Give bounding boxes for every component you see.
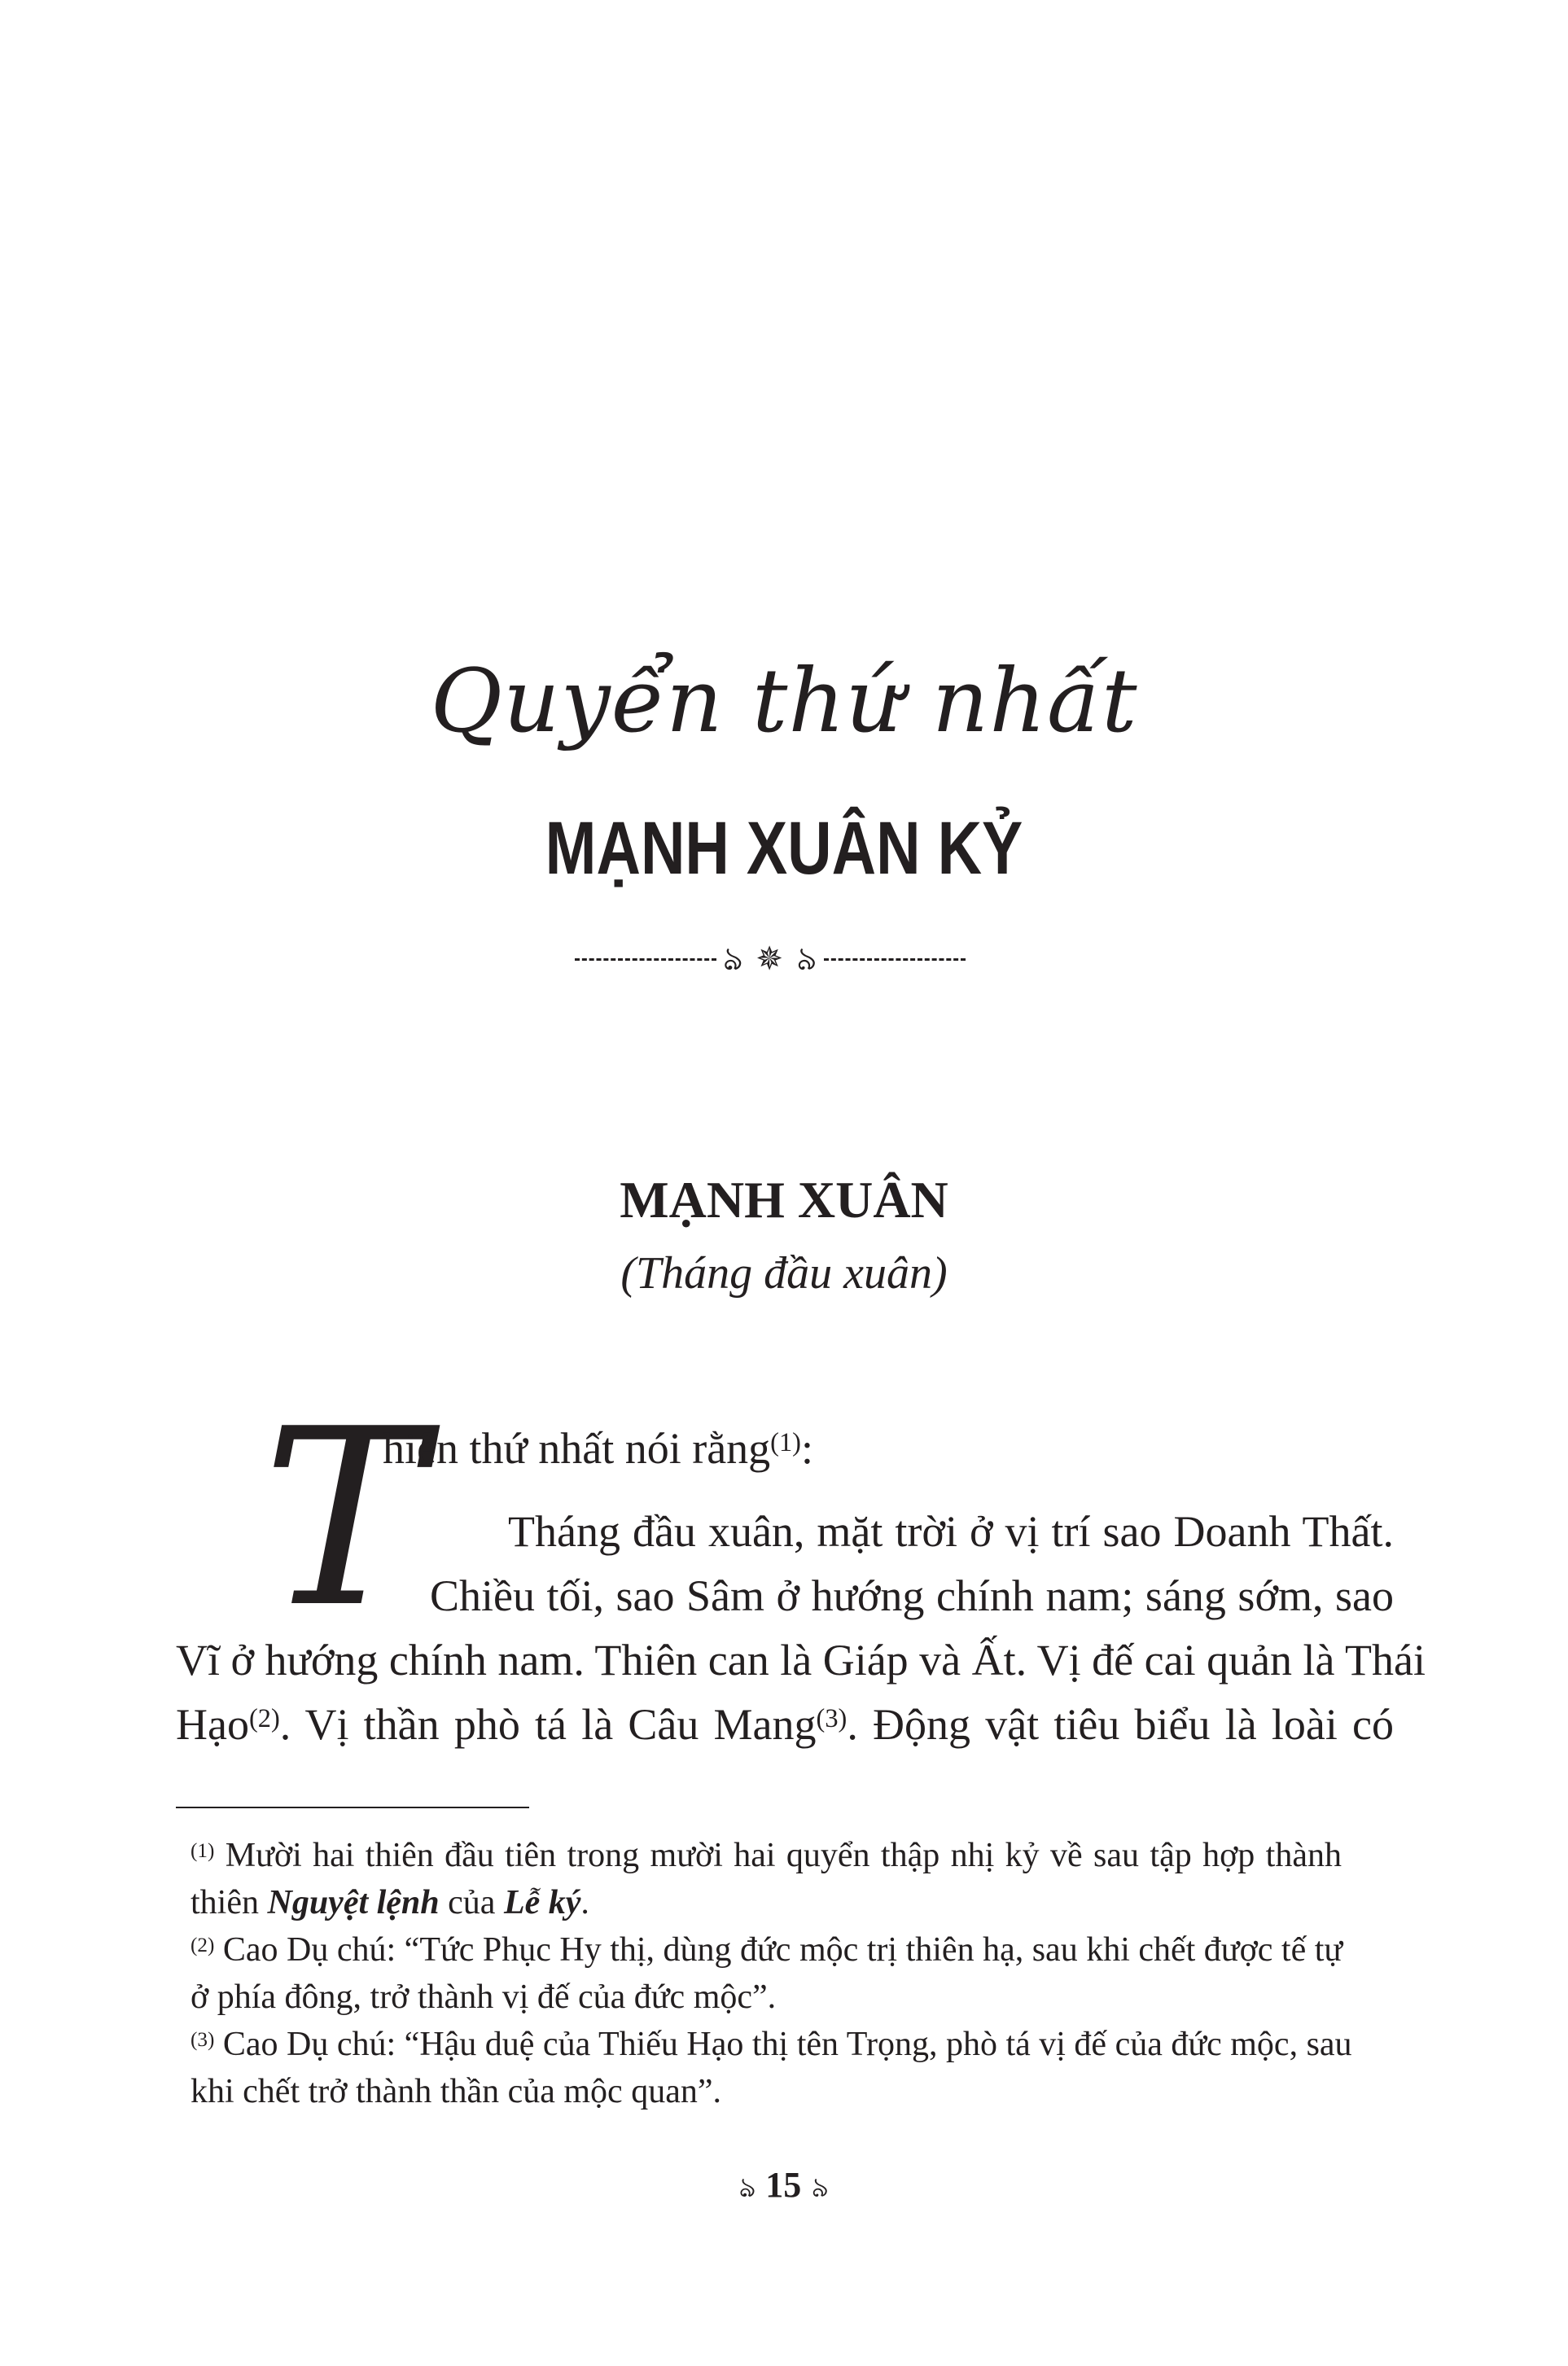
body-line-5-b: . Vị thần phò tá là Câu Mang — [279, 1700, 817, 1749]
footnote-3-text: Cao Dụ chú: “Hậu duệ của Thiếu Hạo thị tên Trọng, phò tá vị đế của đức mộc, sau — [214, 2026, 1352, 2063]
title-divider — [575, 940, 966, 978]
footnote-1-text-pre: thiên — [191, 1884, 268, 1921]
footnote-2-text: Cao Dụ chú: “Tức Phục Hy thị, dùng đức mộc trị thiên hạ, sau khi chết được tế tự — [214, 1931, 1343, 1969]
footnote-2-line-1 — [191, 1933, 1342, 1967]
book-title-script: Quyển thứ nhất — [430, 651, 1138, 752]
ornament-left-icon: ঌ — [723, 940, 743, 978]
footer-ornament-left-icon: ঌ — [738, 2171, 756, 2204]
footnote-ref-2: (2) — [248, 1704, 280, 1734]
footnote-1-line-1 — [191, 1838, 1342, 1873]
footer-ornament-right-icon: ৯ — [811, 2171, 830, 2204]
footnote-divider — [176, 1807, 529, 1808]
ornament-right-icon: ৯ — [795, 940, 817, 978]
footnote-3-line-2: khi chết trở thành thần của mộc quan”. — [191, 2073, 721, 2110]
footnote-2-marker: (2) — [191, 1934, 215, 1956]
footnote-1-marker: (1) — [191, 1839, 215, 1862]
footnote-1-text-mid: của — [439, 1884, 504, 1921]
drop-cap: T — [262, 1377, 426, 1661]
divider-dash-left — [575, 958, 716, 961]
page-number: 15 — [765, 2165, 802, 2205]
section-title: MẠNH XUÂN — [620, 1171, 948, 1229]
book-title-main: MẠNH XUÂN KỶ — [545, 807, 1023, 890]
body-line-1 — [383, 1424, 813, 1473]
section-subtitle: (Tháng đầu xuân) — [620, 1248, 948, 1299]
ornament-star-icon: ✵ — [756, 940, 783, 978]
footnote-2-line-2: ở phía đông, trở thành vị đế của đức mộc”. — [191, 1978, 777, 2016]
body-line-4: Vĩ ở hướng chính nam. Thiên can là Giáp và Ất. Vị đế cai quản là Thái — [176, 1636, 1426, 1685]
body-line-1-text: hiên thứ nhất nói rằng — [383, 1424, 771, 1473]
body-line-3: Chiều tối, sao Sâm ở hướng chính nam; sáng sớm, sao — [430, 1571, 1394, 1620]
footnote-1-emphasis-2: Lễ ký — [503, 1884, 581, 1921]
footnote-1-emphasis-1: Nguyệt lệnh — [267, 1884, 440, 1921]
footnote-1-text: Mười hai thiên đầu tiên trong mười hai quyển thập nhị kỷ về sau tập hợp thành — [214, 1837, 1342, 1874]
page-footer — [0, 2167, 1568, 2203]
divider-dash-right — [824, 958, 966, 961]
body-line-2: Tháng đầu xuân, mặt trời ở vị trí sao Doanh Thất. — [508, 1507, 1394, 1556]
footnote-ref-3: (3) — [816, 1704, 848, 1734]
footnote-1-text-post: . — [580, 1884, 589, 1921]
footnote-ref-1: (1) — [770, 1428, 801, 1458]
footnote-3-marker: (3) — [191, 2028, 215, 2051]
body-line-1-end: : — [800, 1424, 813, 1473]
footnote-1-line-2 — [191, 1886, 589, 1920]
body-line-5-a: Hạo — [176, 1700, 249, 1749]
body-line-5 — [176, 1700, 1395, 1749]
body-line-5-c: . Động vật tiêu biểu là loài có — [847, 1700, 1395, 1749]
footnote-3-line-1 — [191, 2026, 1352, 2063]
